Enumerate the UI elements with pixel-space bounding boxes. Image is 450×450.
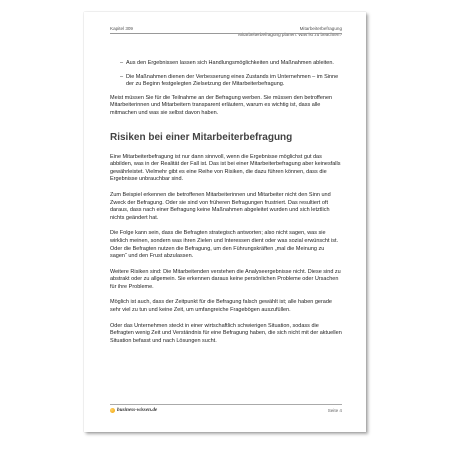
logo-icon <box>110 408 115 413</box>
paragraph: Weitere Risiken sind: Die Mitarbeitenden verstehen die Analyseergebnisse nicht. Diese sind zu abstrakt oder zu allgemein. Sie erkennen daraus keine persönlichen Probleme oder Ursachen für ihre Probleme. <box>110 268 341 290</box>
footer-brand <box>110 407 157 413</box>
header-subtitle: Mitarbeiterbefragung planen: Was ist zu beachten? <box>238 32 342 37</box>
paragraph: Möglich ist auch, dass der Zeitpunkt für die Befragung falsch gewählt ist; alle haben gerade sehr viel zu tun und keine Zeit, um umfangreiche Fragebögen auszufüllen. <box>110 299 332 314</box>
page-content <box>110 60 342 353</box>
page-number: Seite 4 <box>327 408 342 413</box>
footer-divider <box>110 404 342 405</box>
paragraph: Die Folge kann sein, dass die Befragten strategisch antworten; also nicht sagen, was sie wirklich meinen, sondern was ihren Zielen und Interessen dient oder was sozial erwünscht ist. Oder die Befragten nutzen die Befragung, um den Führungskräften „mal die Meinung zu sagen“ und den Frust abzulassen. <box>110 230 339 260</box>
paragraph: Zum Beispiel erkennen die betroffenen Mitarbeiterinnen und Mitarbeiter nicht den Sinn und Zweck der Befragung. Oder sie sind von früheren Befragungen frustriert. Das resultiert oft daraus, dass nach einer Befragung keine Maßnahmen abgeleitet wurden und sich letztlich nichts geändert hat. <box>110 191 331 221</box>
document-page <box>84 12 366 432</box>
chapter-label: Kapitel 309 <box>110 26 133 31</box>
list-item: – Die Maßnahmen dienen der Verbesserung eines Zustands im Unternehmen – im Sinne der zu Beginn festgelegten Zielsetzung der Mitarbeiterbefragung. <box>120 74 342 89</box>
list-item: – Aus den Ergebnissen lassen sich Handlungsmöglichkeiten und Maßnahmen ableiten. <box>120 60 342 68</box>
intro-paragraph: Meist müssen Sie für die Teilnahme an der Befragung werben. Sie müssen den betroffenen Mitarbeiterinnen und Mitarbeitern transparent erläutern, warum es wichtig ist, dass alle mitmachen und was sie selbst davon haben. <box>110 94 333 116</box>
paragraph: Eine Mitarbeiterbefragung ist nur dann sinnvoll, wenn die Ergebnisse möglichst gut das abbilden, was in der Realität der Fall ist. Das ist bei einer Mitarbeiterbefragung aber keinesfalls gewährleistet. Vielmehr gibt es eine Reihe von Risiken, die dazu führen können, dass die Ergebnisse unbrauchbar sind. <box>110 153 341 183</box>
section-heading: Risiken bei einer Mitarbeiterbefragung <box>110 131 293 143</box>
bullet-list <box>110 60 342 89</box>
header-divider <box>110 33 342 34</box>
paragraph: Oder das Unternehmen steckt in einer wirtschaftlich schwierigen Situation, sodass die Befragten wenig Zeit und Verständnis für eine Befragung haben, die sich nicht mit der aktuellen Situation befasst und nach Lösungen sucht. <box>110 322 342 344</box>
header-title: Mitarbeiterbefragung <box>299 26 342 31</box>
running-header <box>238 26 342 38</box>
brand-name: business-wissen.de <box>117 407 158 413</box>
